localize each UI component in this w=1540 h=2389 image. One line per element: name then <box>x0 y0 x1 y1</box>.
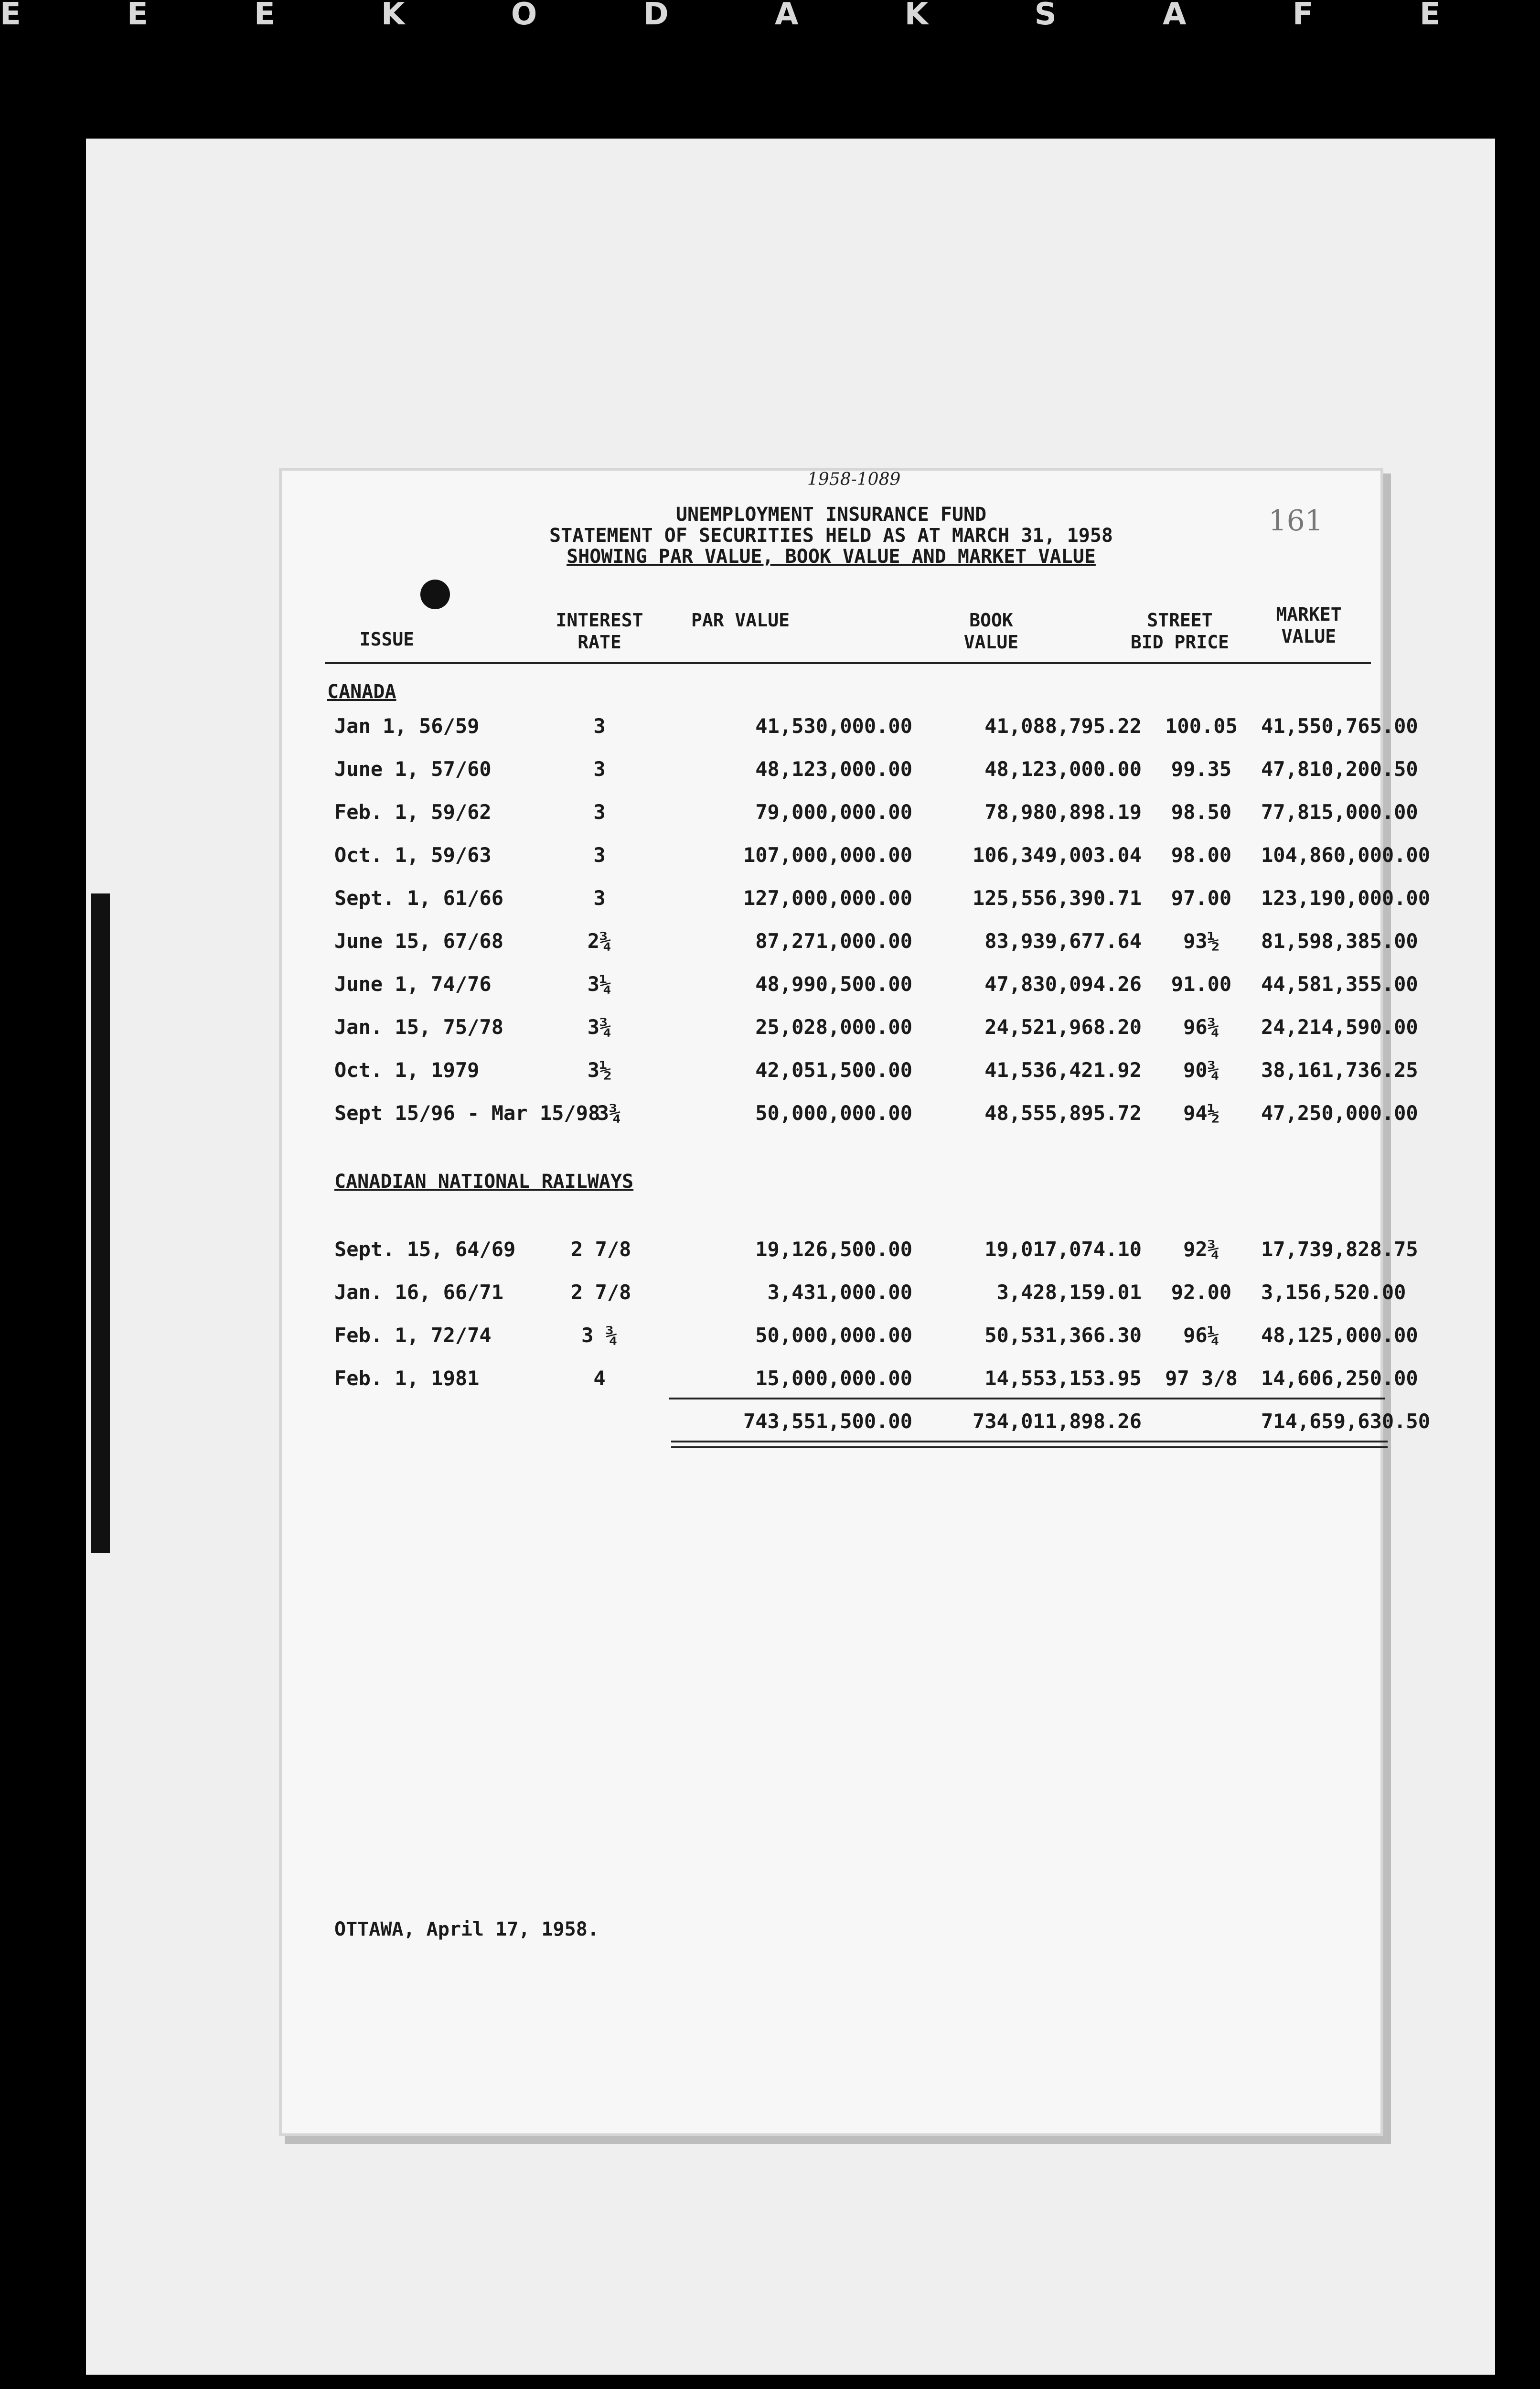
rate-cell: 3¼ <box>587 972 612 996</box>
rate-cell: 3 <box>593 757 606 781</box>
bid-cell: 93½ <box>1183 929 1219 953</box>
bid-cell: 100.05 <box>1165 714 1238 738</box>
total-par-value: 743,551,500.00 <box>743 1410 912 1433</box>
market-cell: 41,550,765.00 <box>1261 714 1418 738</box>
subtotal-rule <box>669 1398 1385 1399</box>
rate-cell: 2 7/8 <box>571 1281 631 1304</box>
market-cell: 44,581,355.00 <box>1261 972 1418 996</box>
par-cell: 50,000,000.00 <box>755 1324 912 1347</box>
table-row <box>282 712 1418 741</box>
issue-cell: Oct. 1, 1979 <box>334 1058 480 1082</box>
bid-cell: 96¾ <box>1183 1015 1219 1039</box>
totals-row <box>282 1407 1431 1436</box>
market-cell: 77,815,000.00 <box>1261 800 1418 824</box>
handwritten-reference-note: 1958-1089 <box>807 470 901 489</box>
book-cell: 48,123,000.00 <box>984 757 1142 781</box>
bid-cell: 92¾ <box>1183 1238 1219 1261</box>
section-heading-cnr: CANADIAN NATIONAL RAILWAYS <box>334 1171 634 1193</box>
total-book-value: 734,011,898.26 <box>972 1410 1142 1433</box>
section-heading-canada: CANADA <box>327 681 396 703</box>
table-row <box>282 884 1431 913</box>
rate-cell: 3¾ <box>587 1015 612 1039</box>
issue-cell: June 15, 67/68 <box>334 929 504 953</box>
table-row <box>282 1278 1406 1307</box>
par-cell: 107,000,000.00 <box>743 843 912 867</box>
market-cell: 81,598,385.00 <box>1261 929 1418 953</box>
table-row <box>282 755 1418 784</box>
par-cell: 3,431,000.00 <box>767 1281 912 1304</box>
rate-cell: 3 <box>593 843 606 867</box>
book-cell: 125,556,390.71 <box>972 886 1142 910</box>
bid-cell: 90¾ <box>1183 1058 1219 1082</box>
par-cell: 50,000,000.00 <box>755 1101 912 1125</box>
bid-cell: 98.50 <box>1171 800 1232 824</box>
book-cell: 78,980,898.19 <box>984 800 1142 824</box>
book-cell: 106,349,003.04 <box>972 843 1142 867</box>
rate-cell: 2¾ <box>587 929 612 953</box>
bid-cell: 96¼ <box>1183 1324 1219 1347</box>
rate-cell: 3 <box>593 800 606 824</box>
header-par-value: PAR VALUE <box>691 610 790 631</box>
header-interest-rate: INTEREST RATE <box>556 610 643 653</box>
rate-cell: 3 <box>593 714 606 738</box>
par-cell: 25,028,000.00 <box>755 1015 912 1039</box>
book-cell: 47,830,094.26 <box>984 972 1142 996</box>
market-cell: 47,810,200.50 <box>1261 757 1418 781</box>
table-row <box>282 798 1418 827</box>
table-row <box>282 841 1431 870</box>
book-cell: 48,555,895.72 <box>984 1101 1142 1125</box>
market-cell: 104,860,000.00 <box>1261 843 1431 867</box>
issue-cell: Sept 15/96 - Mar 15/98 <box>334 1101 600 1125</box>
issue-cell: Jan. 16, 66/71 <box>334 1281 504 1304</box>
total-double-rule <box>671 1441 1388 1448</box>
rate-cell: 3 <box>593 886 606 910</box>
book-cell: 50,531,366.30 <box>984 1324 1142 1347</box>
rate-cell: 3¾ <box>597 1101 621 1125</box>
par-cell: 127,000,000.00 <box>743 886 912 910</box>
bid-cell: 92.00 <box>1171 1281 1232 1304</box>
market-cell: 47,250,000.00 <box>1261 1101 1418 1125</box>
total-market-value: 714,659,630.50 <box>1261 1410 1431 1433</box>
market-cell: 48,125,000.00 <box>1261 1324 1418 1347</box>
issue-cell: Jan 1, 56/59 <box>334 714 480 738</box>
issue-cell: Sept. 1, 61/66 <box>334 886 504 910</box>
table-row <box>282 927 1418 956</box>
market-cell: 14,606,250.00 <box>1261 1367 1418 1390</box>
par-cell: 48,990,500.00 <box>755 972 912 996</box>
rate-cell: 3½ <box>587 1058 612 1082</box>
market-cell: 17,739,828.75 <box>1261 1238 1418 1261</box>
rate-cell: 2 7/8 <box>571 1238 631 1261</box>
document-page <box>282 470 1431 2133</box>
market-cell: 3,156,520.00 <box>1261 1281 1406 1304</box>
table-row <box>282 970 1418 999</box>
document-title <box>282 504 1380 567</box>
par-cell: 87,271,000.00 <box>755 929 912 953</box>
par-cell: 41,530,000.00 <box>755 714 912 738</box>
title-line-2: STATEMENT OF SECURITIES HELD AS AT MARCH 31, 1958 <box>549 525 1113 547</box>
header-book-value: BOOK VALUE <box>963 610 1019 653</box>
table-row <box>282 1364 1418 1393</box>
header-street-bid-price: STREET BID PRICE <box>1131 610 1229 653</box>
rate-cell: 3 ¾ <box>581 1324 618 1347</box>
par-cell: 15,000,000.00 <box>755 1367 912 1390</box>
book-cell: 24,521,968.20 <box>984 1015 1142 1039</box>
header-rule <box>325 662 1371 664</box>
par-cell: 48,123,000.00 <box>755 757 912 781</box>
header-market-value: MARKET VALUE <box>1276 604 1342 647</box>
bid-cell: 99.35 <box>1171 757 1232 781</box>
issue-cell: Feb. 1, 72/74 <box>334 1324 492 1347</box>
market-cell: 123,190,000.00 <box>1261 886 1431 910</box>
film-edge-marking: E E E K O D A K S A F E <box>0 0 1488 32</box>
bid-cell: 97 3/8 <box>1165 1367 1238 1390</box>
issue-cell: June 1, 74/76 <box>334 972 492 996</box>
market-cell: 38,161,736.25 <box>1261 1058 1418 1082</box>
book-cell: 19,017,074.10 <box>984 1238 1142 1261</box>
title-line-1: UNEMPLOYMENT INSURANCE FUND <box>675 504 987 526</box>
binder-tab <box>91 893 110 1553</box>
book-cell: 41,088,795.22 <box>984 714 1142 738</box>
punch-hole <box>420 580 450 609</box>
title-line-3: SHOWING PAR VALUE, BOOK VALUE AND MARKET VALUE <box>567 546 1096 568</box>
issue-cell: June 1, 57/60 <box>334 757 492 781</box>
table-row <box>282 1099 1418 1128</box>
table-row <box>282 1235 1418 1264</box>
book-cell: 83,939,677.64 <box>984 929 1142 953</box>
table-row <box>282 1321 1418 1350</box>
par-cell: 79,000,000.00 <box>755 800 912 824</box>
page-number: 161 <box>1268 504 1323 538</box>
book-cell: 3,428,159.01 <box>996 1281 1142 1304</box>
place-date-line: OTTAWA, April 17, 1958. <box>334 1918 599 1940</box>
issue-cell: Sept. 15, 64/69 <box>334 1238 516 1261</box>
rate-cell: 4 <box>593 1367 606 1390</box>
issue-cell: Oct. 1, 59/63 <box>334 843 492 867</box>
book-cell: 14,553,153.95 <box>984 1367 1142 1390</box>
bid-cell: 98.00 <box>1171 843 1232 867</box>
par-cell: 42,051,500.00 <box>755 1058 912 1082</box>
book-cell: 41,536,421.92 <box>984 1058 1142 1082</box>
header-issue: ISSUE <box>359 629 415 650</box>
issue-cell: Feb. 1, 59/62 <box>334 800 492 824</box>
par-cell: 19,126,500.00 <box>755 1238 912 1261</box>
market-cell: 24,214,590.00 <box>1261 1015 1418 1039</box>
bid-cell: 97.00 <box>1171 886 1232 910</box>
issue-cell: Jan. 15, 75/78 <box>334 1015 504 1039</box>
issue-cell: Feb. 1, 1981 <box>334 1367 480 1390</box>
bid-cell: 94½ <box>1183 1101 1219 1125</box>
table-row <box>282 1013 1418 1042</box>
bid-cell: 91.00 <box>1171 972 1232 996</box>
table-row <box>282 1056 1418 1085</box>
